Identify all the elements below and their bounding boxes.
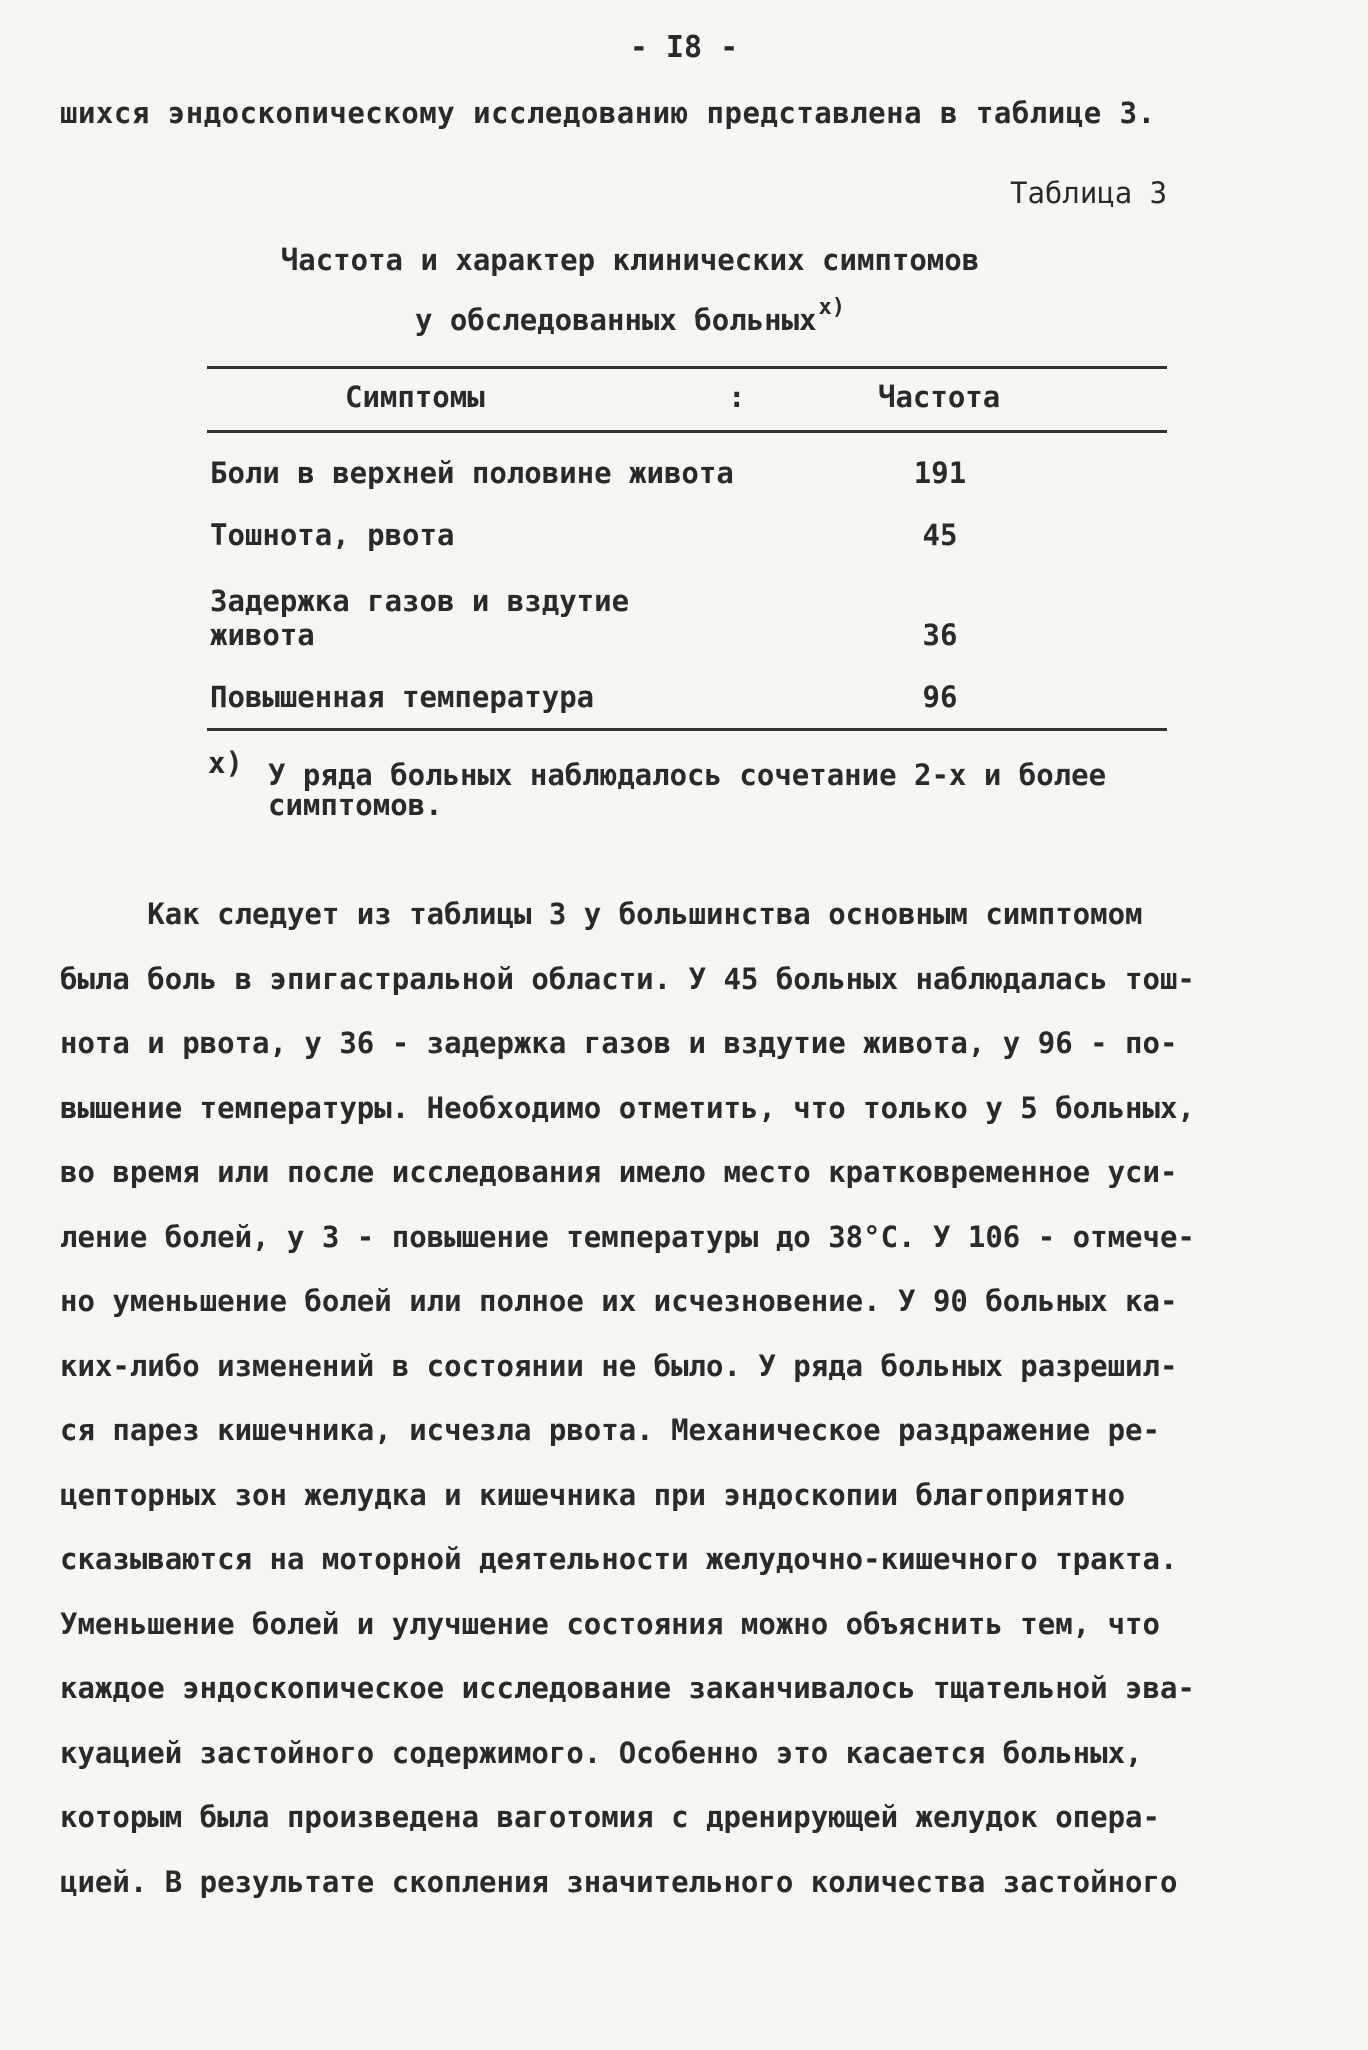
body-line: цепторных зон желудка и кишечника при эндоскопии благоприятно [60, 1477, 1126, 1512]
body-line: которым была произведена ваготомия с дренирующей желудок опера- [60, 1800, 1160, 1834]
body-line: была боль в эпигастральной области. У 45 больных наблюдалась тош- [60, 961, 1195, 996]
footnote-mark: x) [208, 746, 243, 780]
body-line: Как следует из таблицы 3 у большинства основным симптомом [60, 897, 1143, 931]
table-title-footnote-mark: x) [818, 295, 846, 320]
table-row-value: 96 [922, 680, 958, 714]
table-label: Таблица 3 [1010, 176, 1168, 210]
table-row-label: Задержка газов и вздутие живота [210, 584, 630, 652]
table-title [200, 236, 1060, 344]
body-text [60, 882, 1300, 1914]
body-line: каждое эндоскопическое исследование заканчивалось тщательной эва- [60, 1671, 1195, 1705]
intro-line: шихся эндоскопическому исследованию представлена в таблице 3. [60, 96, 1156, 130]
table-row-label: Тошнота, рвота [210, 518, 455, 552]
page-number: - I8 - [629, 30, 739, 65]
body-line: сказываются на моторной деятельности желудочно-кишечного тракта. [60, 1542, 1178, 1576]
body-line: ление болей, у 3 - повышение температуры до 38°С. У 106 - отмече- [60, 1219, 1195, 1254]
table-title-line-2-text: у обследованных больных [414, 303, 817, 337]
table-rule-bottom [207, 728, 1167, 731]
table-header-frequency: Частота [878, 380, 1001, 414]
table-rule-header [207, 430, 1167, 433]
table-row-value: 191 [913, 456, 967, 490]
table-rule-top [207, 366, 1167, 369]
table-row-label: Повышенная температура [210, 680, 595, 714]
body-line: Уменьшение болей и улучшение состояния можно объяснить тем, что [60, 1606, 1160, 1641]
body-line: нота и рвота, у 36 - задержка газов и вздутие живота, у 96 - по- [60, 1026, 1178, 1060]
table-row-value: 36 [922, 618, 958, 652]
body-line: но уменьшение болей или полное их исчезновение. У 90 больных ка- [60, 1284, 1178, 1318]
body-line: вышение температуры. Необходимо отметить, что только у 5 больных, [60, 1090, 1195, 1125]
table-title-line-1: Частота и характер клинических симптомов [280, 243, 980, 277]
body-line: ся парез кишечника, исчезла рвота. Механическое раздражение ре- [60, 1413, 1160, 1447]
body-line: цией. В результате скопления значительного количества застойного [60, 1864, 1178, 1899]
table-header-separator: : [728, 380, 746, 414]
table-title-line-2 [200, 284, 1060, 344]
table-row-label: Боли в верхней половине живота [210, 456, 734, 490]
body-line: во время или после исследования имело место кратковременное уси- [60, 1155, 1178, 1189]
table-row-value: 45 [922, 518, 958, 552]
table-header-symptoms: Симптомы [345, 380, 485, 414]
footnote-text: У ряда больных наблюдалось сочетание 2-х и более симптомов. [268, 758, 1107, 822]
body-line: куацией застойного содержимого. Особенно это касается больных, [60, 1735, 1143, 1770]
body-line: ких-либо изменений в состоянии не было. У ряда больных разрешил- [60, 1348, 1178, 1383]
